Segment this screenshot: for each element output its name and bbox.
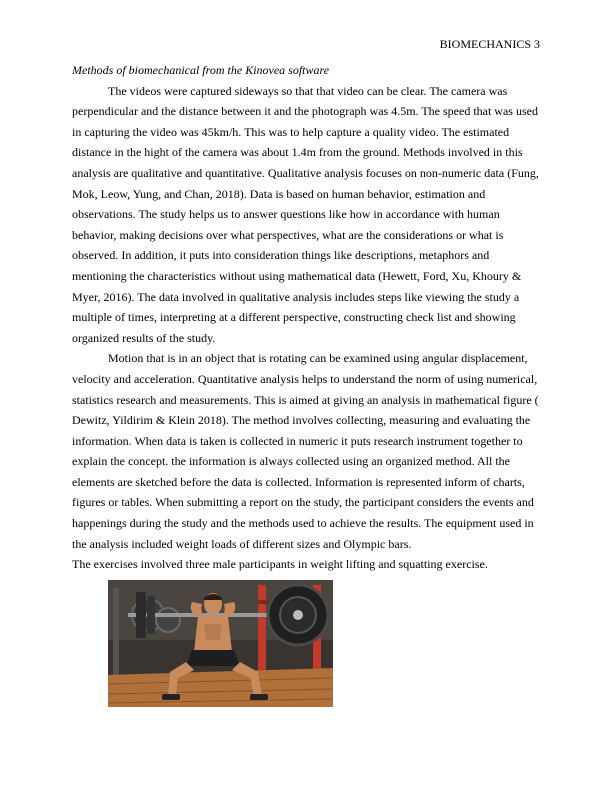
section-heading: Methods of biomechanical from the Kinovea software [72, 63, 330, 77]
paragraph: The videos were captured sideways so that that video can be clear. The camera was perpendicular and the distance between it and the photograph was 4.5m. The speed that was used in capturing the video was 45km/h. This was to help capture a quality video. The estimated distance in the hight of the camera was about 1.4m from the ground. Methods involved in this analysis are qualitative and quantitative. Qualitative analysis focuses on non-numeric data (Fung, Mok, Leow, Yung, and Chan, 2018). Data is based on human behavior, estimation and observations. The study helps us to answer questions like how in accordance with human behavior, making decisions over what perspectives, what are the considerations or what is observed. In addition, it puts into consideration things like descriptions, metaphors and mentioning the characteristics without using mathematical data (Hewett, Ford, Xu, Khoury & Myer, 2016). The data involved in qualitative analysis includes steps like viewing the study a multiple of times, interpreting at a different perspective, constructing check list and showing organized results of the study. [72, 83, 539, 345]
squat-photo-icon [108, 580, 333, 707]
paragraph: Motion that is in an object that is rotating can be examined using angular displacement, velocity and acceleration. Quantitative analysis helps to understand the norm of using numerical, statistics research and measurements. This is aimed at giving an analysis in mathematical figure ( Dewitz, Yildirim & Klein 2018). The method involves collecting, measuring and evaluating the information. When data is taken is collected in numeric it puts research instrument together to explain the concept. the information is always collected using an organized method. All the elements are sketched before the data is collected. Information is represented inform of charts, figures or tables. When submitting a report on the study, the participant considers the events and happenings during the study and the methods used to achieve the results. The equipment used in the analysis included weight loads of different sizes and Olympic bars. [72, 351, 539, 551]
squat-photo [108, 580, 333, 707]
body-text [72, 60, 540, 575]
running-head: BIOMECHANICS 3 [439, 37, 540, 51]
paragraph: The exercises involved three male participants in weight lifting and squatting exercise. [72, 557, 488, 572]
